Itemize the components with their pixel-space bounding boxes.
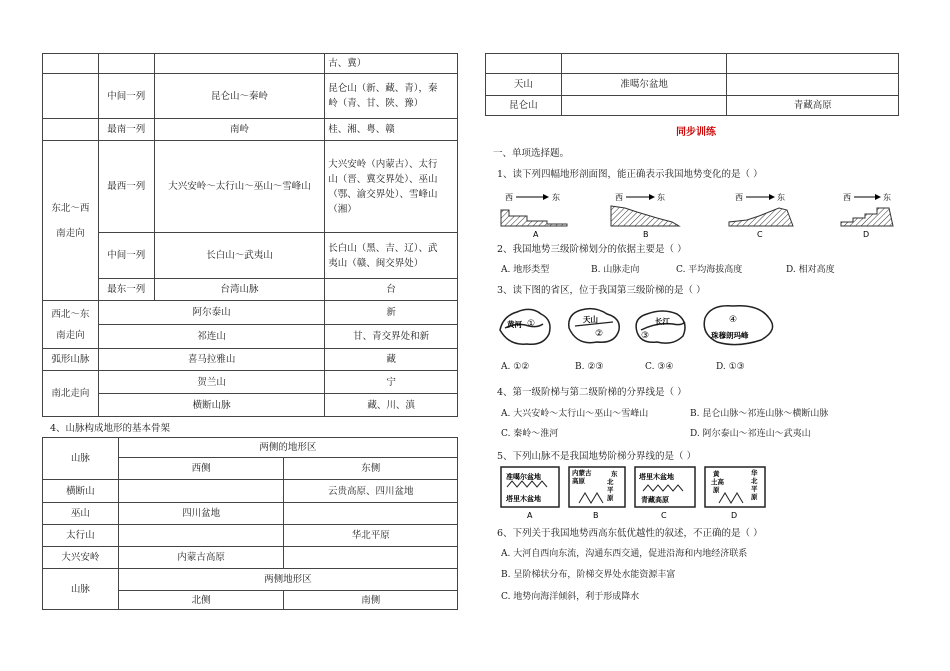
question-4: 4、第一级阶梯与第二级阶梯的分界线是（ ）	[497, 387, 687, 398]
map-number: ①	[527, 319, 536, 329]
map-number: ④	[729, 315, 738, 325]
cell-east: 云贵高原、四川盆地	[284, 480, 458, 503]
header-south: 南侧	[284, 591, 458, 610]
mountain-direction-table	[42, 53, 458, 417]
q6-option-b[interactable]: B. 呈阶梯状分布，阶梯交界处水能资源丰富	[501, 570, 676, 580]
west-label: 西	[843, 193, 851, 202]
box-top: 准噶尔盆地	[506, 473, 541, 481]
question-3: 3、读下图的省区，位于我国第三级阶梯的是（ ）	[497, 285, 706, 296]
section-heading: 4、山脉构成地形的基本骨架	[50, 423, 171, 434]
cell-province	[325, 74, 458, 119]
header-mountain: 山脉	[43, 569, 119, 610]
map-label: 长江	[655, 317, 670, 326]
q4-option-d[interactable]: D. 阿尔泰山～祁连山～武夷山	[690, 429, 811, 439]
option-label: C	[757, 230, 763, 239]
cell-col-label: 最东一列	[98, 279, 154, 301]
box-c	[635, 467, 695, 520]
box-side-1: 华	[751, 469, 758, 477]
cell-province: 古、冀）	[325, 54, 458, 74]
cell-range: 横断山脉	[98, 394, 324, 417]
box-side-4: 原	[607, 494, 614, 502]
map-3	[636, 311, 685, 343]
cell-empty	[98, 54, 154, 74]
q4-option-b[interactable]: B. 昆仑山脉～祁连山脉～横断山脉	[690, 409, 829, 419]
option-label: D	[863, 230, 870, 239]
cell-south	[727, 74, 899, 96]
header-east: 东侧	[284, 458, 458, 480]
cell-line: 南走向	[56, 227, 85, 239]
map-2	[569, 309, 620, 343]
q3-option-b[interactable]: B. ②③	[575, 362, 604, 372]
cell-col-label: 中间一列	[98, 233, 154, 279]
q2-option-b[interactable]: B. 山脉走向	[591, 265, 640, 275]
box-side-4: 原	[751, 493, 758, 501]
cell-empty	[486, 54, 562, 74]
cell-col-label: 最西一列	[98, 141, 154, 233]
cell-province: 新	[325, 301, 458, 325]
header-west: 西侧	[118, 458, 284, 480]
cell-south: 青藏高原	[727, 96, 899, 116]
cell-line: 岭（青、甘、陕、豫）	[328, 98, 424, 109]
box-side-2: 北	[607, 478, 614, 486]
west-label: 西	[615, 193, 623, 202]
cell-line: （鄂、渝交界处）、雪峰山	[328, 188, 438, 200]
cell-empty	[43, 119, 99, 141]
cell-col-label: 最南一列	[98, 119, 154, 141]
option-label: A	[533, 230, 539, 239]
cell-province: 甘、青交界处和新	[325, 325, 458, 349]
box-side-1: 东	[611, 470, 618, 478]
question-1: 1、读下列四幅地形剖面图，能正确表示我国地势变化的是（ ）	[497, 169, 763, 180]
cell-line: （湘）	[328, 203, 357, 215]
cell-mountain: 巫山	[43, 503, 119, 525]
cell-province: 宁	[325, 371, 458, 394]
box-side-3: 平	[751, 485, 758, 493]
west-label: 西	[735, 193, 743, 202]
q6-option-a[interactable]: A. 大河自西向东流，沟通东西交通，促进沿海和内地经济联系	[501, 549, 748, 559]
cell-empty	[727, 54, 899, 74]
cell-mountain: 天山	[486, 74, 562, 96]
cell-direction: 南北走向	[43, 371, 99, 417]
cell-direction: 弧形山脉	[43, 349, 99, 371]
profile-a	[501, 192, 567, 239]
box-side-3: 平	[607, 486, 614, 494]
profile-c	[729, 192, 793, 239]
cell-range: 阿尔泰山	[98, 301, 324, 325]
practice-title: 同步训练	[676, 127, 716, 138]
cell-range: 贺兰山	[98, 371, 324, 394]
option-label: D	[731, 511, 738, 520]
cell-line: 东北～西	[51, 202, 90, 214]
header-north: 北侧	[118, 591, 284, 610]
cell-east	[284, 547, 458, 569]
question-5: 5、下列山脉不是我国地势阶梯分界线的是（ ）	[497, 451, 697, 462]
east-label: 东	[883, 193, 891, 202]
box-b	[569, 467, 625, 520]
cell-province: 藏、川、滇	[325, 394, 458, 417]
q2-option-a[interactable]: A. 地形类型	[501, 265, 550, 275]
cell-empty	[43, 54, 99, 74]
mountain-north-south-table	[485, 53, 899, 116]
cell-col-label: 中间一列	[98, 74, 154, 119]
box-top-1: 黄	[713, 470, 720, 478]
cell-line: 长白山（黑、吉、辽）、武	[328, 242, 438, 254]
cell-mountain: 太行山	[43, 525, 119, 547]
option-label: B	[593, 511, 599, 520]
q3-option-c[interactable]: C. ③④	[645, 362, 674, 372]
cell-range: 台湾山脉	[154, 279, 325, 301]
cell-line: 夷山（赣、闽交界处）	[328, 257, 424, 269]
cell-province	[325, 141, 458, 233]
cell-mountain: 大兴安岭	[43, 547, 119, 569]
map-1	[500, 309, 550, 344]
map-number: ②	[595, 329, 604, 339]
cell-line: 大兴安岭（内蒙古）、太行	[328, 158, 438, 170]
section-heading: 一、单项选择题。	[493, 148, 570, 159]
mountain-sides-table	[42, 437, 458, 610]
q3-option-d[interactable]: D. ①③	[716, 362, 745, 372]
cell-empty	[154, 54, 325, 74]
cell-west: 内蒙古高原	[118, 547, 284, 569]
east-label: 东	[777, 193, 785, 202]
west-label: 西	[505, 193, 513, 202]
header-both-sides: 两侧地形区	[118, 569, 457, 591]
cell-line: 山（晋、冀交界处）、巫山	[328, 173, 438, 185]
cell-province: 桂、湘、粤、赣	[325, 119, 458, 141]
q2-option-c[interactable]: C. 平均海拔高度	[676, 265, 743, 275]
cell-direction	[43, 301, 99, 349]
box-a	[501, 467, 559, 520]
cell-province: 藏	[325, 349, 458, 371]
cell-mountain: 昆仑山	[486, 96, 562, 116]
box-bottom: 塔里木盆地	[506, 495, 541, 503]
profile-d	[841, 192, 893, 239]
header-mountain: 山脉	[43, 438, 119, 480]
map-4	[704, 306, 772, 345]
cell-line: 南走向	[56, 329, 85, 341]
cell-mountain: 横断山	[43, 480, 119, 503]
box-side-2: 北	[751, 477, 758, 485]
cell-range: 大兴安岭～太行山～巫山～雪峰山	[154, 141, 325, 233]
header-both-sides: 两侧的地形区	[118, 438, 457, 458]
cell-empty	[561, 54, 727, 74]
cell-line: 昆仑山（新、藏、青），秦	[328, 83, 438, 94]
q4-option-a[interactable]: A. 大兴安岭～太行山～巫山～雪峰山	[501, 409, 649, 419]
cell-east	[284, 503, 458, 525]
option-label: C	[661, 511, 667, 520]
cell-direction	[43, 141, 99, 301]
cell-north: 准噶尔盆地	[561, 74, 727, 96]
cell-north	[561, 96, 727, 116]
cell-range: 喜马拉雅山	[98, 349, 324, 371]
q3-option-a[interactable]: A. ①②	[501, 362, 530, 372]
box-top-3: 原	[713, 486, 720, 494]
map-label: 黄河	[507, 320, 522, 329]
q1-profile-diagrams	[497, 188, 897, 240]
cell-east: 华北平原	[284, 525, 458, 547]
q2-option-d[interactable]: D. 相对高度	[786, 265, 835, 275]
box-top-2: 土高	[711, 478, 724, 486]
question-6: 6、下列关于我国地势西高东低优越性的叙述，不正确的是（ ）	[497, 528, 763, 539]
cell-range: 南岭	[154, 119, 325, 141]
box-d	[705, 467, 765, 520]
box-top-2: 高原	[572, 477, 585, 485]
cell-province: 台	[325, 279, 458, 301]
map-label: 珠穆朗玛峰	[711, 331, 749, 340]
box-top: 塔里木盆地	[639, 473, 674, 481]
cell-west: 四川盆地	[118, 503, 284, 525]
cell-province	[325, 233, 458, 279]
cell-range: 长白山～武夷山	[154, 233, 325, 279]
cell-empty	[43, 74, 99, 119]
east-label: 东	[552, 193, 560, 202]
east-label: 东	[657, 193, 665, 202]
question-2: 2、我国地势三级阶梯划分的依据主要是（ ）	[497, 244, 687, 255]
profile-b	[611, 192, 679, 239]
option-label: B	[643, 230, 649, 239]
box-bottom: 青藏高原	[641, 496, 669, 504]
cell-line: 西北～东	[51, 308, 90, 320]
q4-option-c[interactable]: C. 秦岭～淮河	[501, 429, 559, 439]
option-label: A	[527, 511, 533, 520]
cell-range: 祁连山	[98, 325, 324, 349]
map-label: 天山	[583, 315, 598, 324]
q6-option-c[interactable]: C. 地势向海洋倾斜，利于形成降水	[501, 592, 640, 602]
cell-west	[118, 480, 284, 503]
cell-west	[118, 525, 284, 547]
q5-boxes	[497, 465, 787, 521]
cell-range: 昆仑山～秦岭	[154, 74, 325, 119]
box-top-1: 内蒙古	[572, 469, 592, 477]
map-number: ③	[641, 331, 650, 341]
q3-province-maps	[497, 300, 797, 352]
